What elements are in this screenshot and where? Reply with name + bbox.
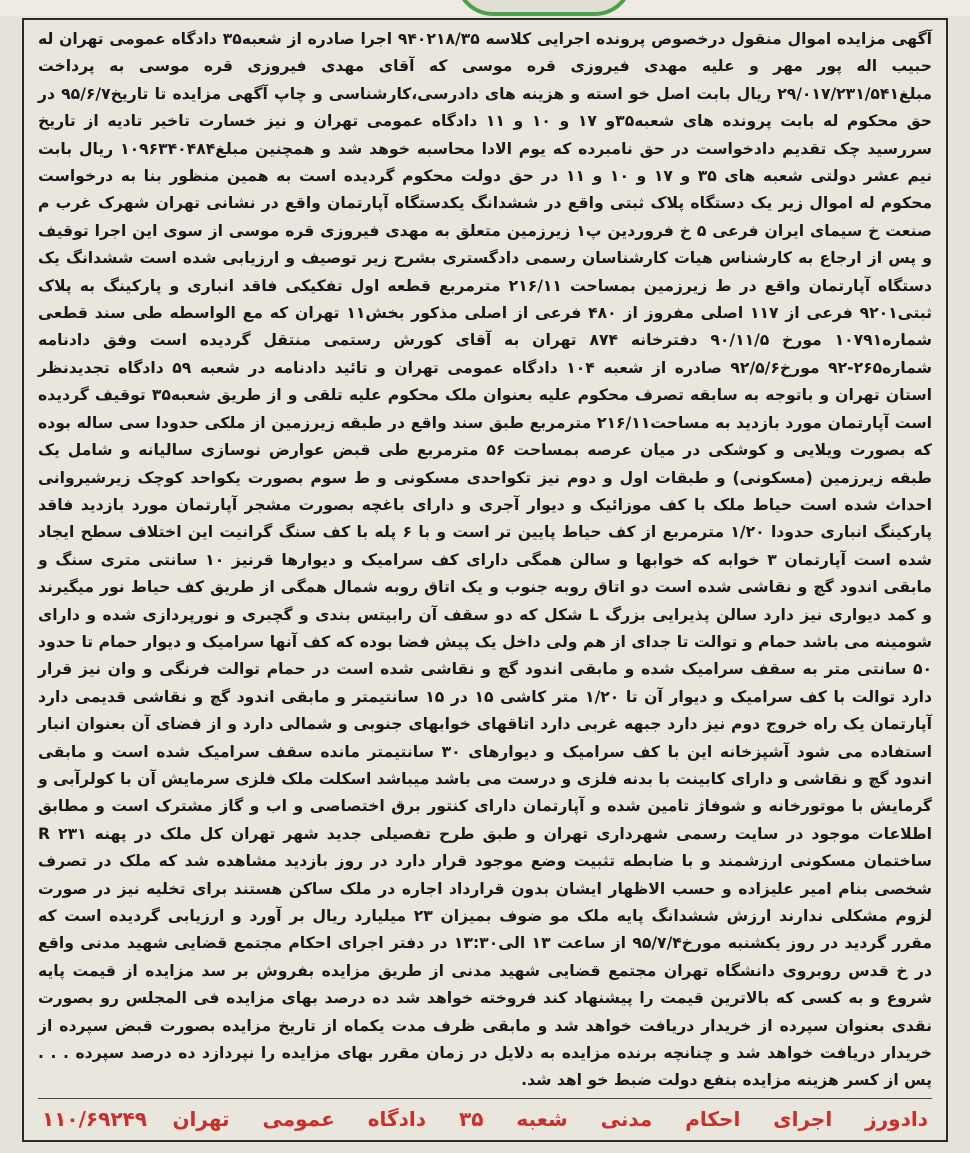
signature: دادورز اجرای احکام مدنی شعبه ۳۵ دادگاه عمومی تهران xyxy=(172,1107,928,1131)
reference-number: ۱۱۰/۶۹۲۴۹ xyxy=(42,1107,147,1131)
footer-divider xyxy=(38,1098,932,1099)
logo-arc xyxy=(455,0,633,16)
notice-frame xyxy=(22,18,948,1142)
notice-body: آگهی مزایده اموال منقول درخصوص پرونده اجرایی کلاسه ۹۴۰۲۱۸/۳۵ اجرا صادره از شعبه۳۵ دادگاه عمومی تهران له حبیب اله پور مهر و علیه مهدی فیروزی قره موسی که آقای مهدی فیروزی قره موسی به پرداخت مبلغ۲۹/۰۱۷/۲۳۱/۵۴۱ ریال بابت اصل خو استه و هزینه های دادرسی،کارشناسی و چاپ آگهی مزایده تا تاریخ۹۵/۶/۷ در حق محکوم له بابت پرونده های شعبه۳۵و ۱۷ و ۱۰ و ۱۱ دادگاه عمومی تهران و نیز خسارت تاخیر تادیه از تاریخ سررسید چک تقدیم دادخواست در حق نامبرده که یوم الادا محاسبه خوهد شد و همچنین مبلغ۱۰۹۶۳۴۰۴۸۴ ریال بابت نیم عشر دولتی شعبه های ۳۵ و ۱۷ و ۱۰ و ۱۱ در حق دولت محکوم گردیده است به همین منظور بنا به درخواست محکوم له اموال زیر یک دستگاه پلاک ثبتی واقع در ششدانگ یکدستگاه آپارتمان واقع در نشانی تهران شهرک غرب م صنعت خ سیمای ایران فرعی ۵ خ فروردین پ۱ زیرزمین متعلق به مهدی فیروزی قره موسی از سوی این اجرا توقیف و پس از ارجاع به کارشناس هیات کارشناسان رسمی دادگستری بشرح زیر توصیف و ارزیابی شده است ششدانگ یک دستگاه آپارتمان واقع در ط زیرزمین بمساحت ۲۱۶/۱۱ مترمربع قطعه اول تفکیکی فاقد انباری و پارکینگ به پلاک ثبتی۹۲۰۱ فرعی از ۱۱۷ اصلی مفروز از ۴۸۰ فرعی از اصلی مذکور بخش۱۱ تهران که مع الواسطه طی سند قطعی شماره۱۰۷۹۱ مورخ ۹۰/۱۱/۵ دفترخانه ۸۷۴ تهران به آقای کورش رستمی منتقل گردیده است وفق دادنامه شماره۲۶۵-۹۲ مورخ۹۲/۵/۶ صادره از شعبه ۱۰۴ دادگاه عمومی تهران و تائید دادنامه در شعبه ۵۹ دادگاه تجدیدنظر استان تهران و باتوجه به سابقه تصرف محکوم علیه بعنوان ملک محکوم علیه تلقی و از طریق شعبه۳۵ توقیف گردیده است آپارتمان مورد بازدید به مساحت۲۱۶/۱۱ مترمربع طبق سند واقع در طبقه زیرزمین از ملکی حدودا سی ساله بوده که بصورت ویلایی و کوشکی در میان عرصه بمساحت ۵۶ مترمربع طی قبض عوارض نوسازی سالیانه و شامل یک طبقه زیرزمین (مسکونی) و طبقات اول و دوم نیز تکواحدی مسکونی و ط سوم بصورت یکواحد کوچک زیرشیروانی احداث شده است حیاط ملک با کف موزائیک و دیوار آجری و دارای باغچه بصورت مشجر آپارتمان مورد بازدید فاقد پارکینگ انباری حدودا ۱/۲۰ مترمربع از کف حیاط پایین تر است و با ۶ پله با کف سنگ گرانیت این اختلاف سطح ایجاد شده است آپارتمان ۳ خوابه که خوابها و سالن همگی دارای کف سرامیک و دیوارها قرنیز ۱۰ سانتی متری سنگ و مابقی اندود گچ و نقاشی شده است دو اتاق روبه جنوب و یک اتاق روبه شمال همگی از طریق کف حیاط نور میگیرند و کمد دیواری نیز دارد سالن پذیرایی بزرگ L شکل که دو سقف آن رابیتس بندی و گچبری و نورپردازی شده و دارای شومینه می باشد حمام و توالت تا جدای از هم ولی داخل یک پیش فضا بوده که کف آنها سرامیک و دیوار حمام تا حدود ۵۰ سانتی متر به سقف سرامیک شده و مابقی اندود گچ و نقاشی شده است در حمام توالت فرنگی و وان نیز قرار دارد توالت با کف سرامیک و دیوار آن تا ۱/۲۰ متر کاشی ۱۵ در ۱۵ سانتیمتر و مابقی اندود گچ و نقاشی قدیمی دارد آپارتمان یک راه خروج دوم نیز دارد جبهه غربی دارد اتاقهای خوابهای جنوبی و شمالی دارد و از فضای آن بعنوان انبار استفاده می شود آشپزخانه این با کف سرامیک و دیوارهای ۳۰ سانتیمتر مانده سقف سرامیک شده است و مابقی اندود گچ و نقاشی و دارای کابینت با بدنه فلزی و درست می باشد میباشد اسکلت ملک فلزی سرمایش آن با کولرآبی و گرمایش با موتورخانه و شوفاژ تامین شده و آپارتمان دارای کنتور برق اختصاصی و اب و گاز مشترک است و مطابق اطلاعات موجود در سایت رسمی شهرداری تهران و طبق طرح تفصیلی جدید شهر تهران کل ملک در پهنه R ۲۳۱ ساختمان مسکونی ارزشمند و با ضابطه تثبیت وضع موجود قرار دارد در روز بازدید مشاهده شد که ملک در تصرف شخصی بنام امیر علیزاده و حسب الاظهار ایشان بدون قرارداد اجاره در ملک ساکن هستند برای تخلیه نیز در صورت لزوم مشکلی ندارند ارزش ششدانگ پایه ملک مو ضوف بمیزان ۲۳ میلیارد ریال بر آورد و ارزیابی گردیده است که مقرر گردید در روز یکشنبه مورخ۹۵/۷/۴ از ساعت ۱۳ الی۱۳:۳۰ در دفتر اجرای احکام مجتمع قضایی شهید مدنی واقع در خ قدس روبروی دانشگاه تهران مجتمع قضایی شهید مدنی از طریق مزایده بفروش بر سد مزایده از قیمت پایه شروع و به کسی که بالاترین قیمت را پیشنهاد کند فروخته خواهد شد ده درصد بهای مزایده فی المجلس رو بصورت نقدی بعنوان سپرده از خریدار دریافت خواهد شد و مابقی ظرف مدت یکماه از تاریخ مزایده بصورت قبض سپرده از خریدار دریافت خواهد شد و چنانچه برنده مزایده به دلایل در زمان مقرر بهای مزایده را نپردازد ده درصد سپرده . . . پس از کسر هزینه مزایده بنفع دولت ضبط خو اهد شد. xyxy=(38,30,933,1090)
notice-footer xyxy=(42,1102,928,1136)
